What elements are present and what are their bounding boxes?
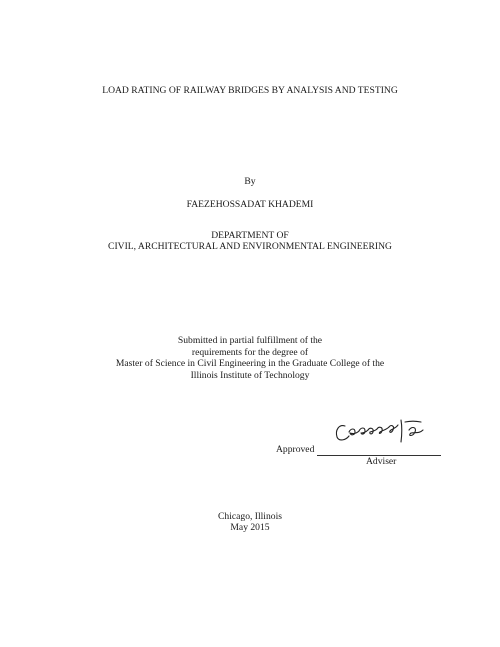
thesis-title: LOAD RATING OF RAILWAY BRIDGES BY ANALYSIS AND TESTING: [102, 85, 398, 96]
department-line-2: CIVIL, ARCHITECTURAL AND ENVIRONMENTAL ENGINEERING: [108, 241, 392, 252]
submission-line-4: Illinois Institute of Technology: [190, 370, 310, 381]
submission-line-1: Submitted in partial fulfillment of the: [177, 335, 323, 346]
department-line-1: DEPARTMENT OF: [211, 230, 289, 241]
adviser-label: Adviser: [366, 456, 397, 467]
by-label: By: [244, 176, 256, 187]
submission-line-3: Master of Science in Civil Engineering in the Graduate College of the: [115, 358, 385, 369]
submission-line-2: requirements for the degree of: [191, 347, 309, 358]
author-name: FAEZEHOSSADAT KHADEMI: [186, 199, 314, 210]
adviser-signature: [333, 412, 433, 446]
submission-date: May 2015: [230, 522, 270, 533]
place: Chicago, Illinois: [218, 511, 282, 522]
approved-label: Approved: [276, 444, 315, 455]
